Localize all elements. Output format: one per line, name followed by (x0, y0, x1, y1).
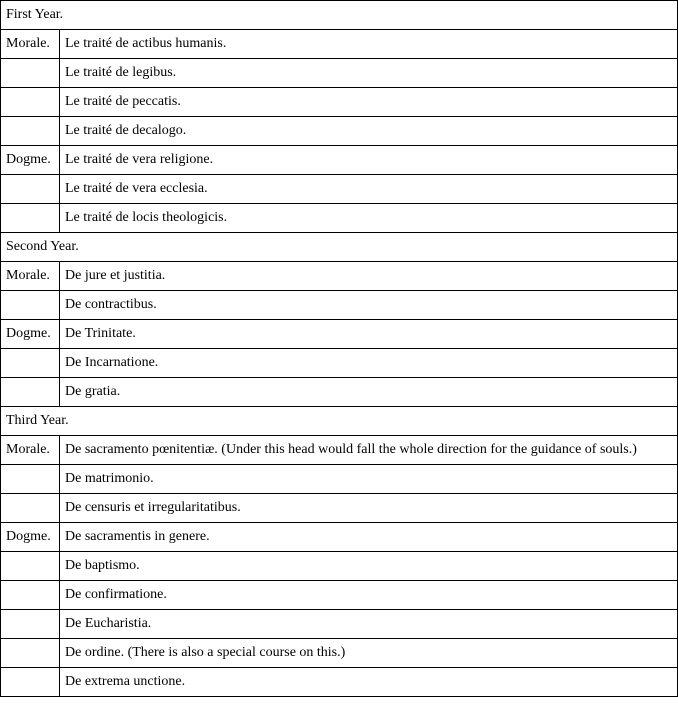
year-header-row (1, 407, 678, 436)
subject-cell: De Trinitate. (60, 320, 678, 349)
table-row (1, 581, 678, 610)
curriculum-table-body (1, 1, 678, 697)
table-row (1, 436, 678, 465)
subject-cell: De confirmatione. (60, 581, 678, 610)
table-row (1, 175, 678, 204)
year-header-row (1, 233, 678, 262)
category-cell: Dogme. (1, 320, 60, 349)
category-cell (1, 88, 60, 117)
table-row (1, 639, 678, 668)
category-cell (1, 639, 60, 668)
table-row (1, 291, 678, 320)
category-cell (1, 117, 60, 146)
category-cell: Morale. (1, 30, 60, 59)
table-row (1, 349, 678, 378)
table-row (1, 262, 678, 291)
table-row (1, 59, 678, 88)
category-cell (1, 175, 60, 204)
table-row (1, 146, 678, 175)
category-cell (1, 378, 60, 407)
subject-cell: De extrema unctione. (60, 668, 678, 697)
year-title: Second Year. (1, 233, 678, 262)
subject-cell: De baptismo. (60, 552, 678, 581)
table-row (1, 117, 678, 146)
table-row (1, 494, 678, 523)
subject-cell: Le traité de vera religione. (60, 146, 678, 175)
category-cell (1, 349, 60, 378)
table-row (1, 668, 678, 697)
subject-cell: De matrimonio. (60, 465, 678, 494)
subject-cell: De Eucharistia. (60, 610, 678, 639)
table-row (1, 320, 678, 349)
category-cell: Dogme. (1, 146, 60, 175)
category-cell (1, 668, 60, 697)
subject-cell: Le traité de vera ecclesia. (60, 175, 678, 204)
subject-cell: Le traité de decalogo. (60, 117, 678, 146)
category-cell (1, 465, 60, 494)
table-row (1, 465, 678, 494)
subject-cell: De contractibus. (60, 291, 678, 320)
table-row (1, 378, 678, 407)
category-cell: Morale. (1, 262, 60, 291)
subject-cell: Le traité de legibus. (60, 59, 678, 88)
table-row (1, 523, 678, 552)
subject-cell: De ordine. (There is also a special course on this.) (60, 639, 678, 668)
category-cell (1, 552, 60, 581)
table-row (1, 88, 678, 117)
table-row (1, 204, 678, 233)
subject-cell: Le traité de locis theologicis. (60, 204, 678, 233)
category-cell (1, 610, 60, 639)
subject-cell: De gratia. (60, 378, 678, 407)
table-row (1, 552, 678, 581)
subject-cell: Le traité de actibus humanis. (60, 30, 678, 59)
subject-cell: De sacramento pœnitentiæ. (Under this head would fall the whole direction for the guidance of souls.) (60, 436, 678, 465)
category-cell (1, 59, 60, 88)
category-cell (1, 494, 60, 523)
year-title: First Year. (1, 1, 678, 30)
category-cell (1, 204, 60, 233)
table-row (1, 30, 678, 59)
category-cell (1, 291, 60, 320)
category-cell: Dogme. (1, 523, 60, 552)
subject-cell: De censuris et irregularitatibus. (60, 494, 678, 523)
subject-cell: De Incarnatione. (60, 349, 678, 378)
table-row (1, 610, 678, 639)
subject-cell: De jure et justitia. (60, 262, 678, 291)
subject-cell: Le traité de peccatis. (60, 88, 678, 117)
subject-cell: De sacramentis in genere. (60, 523, 678, 552)
category-cell (1, 581, 60, 610)
category-cell: Morale. (1, 436, 60, 465)
year-title: Third Year. (1, 407, 678, 436)
year-header-row (1, 1, 678, 30)
